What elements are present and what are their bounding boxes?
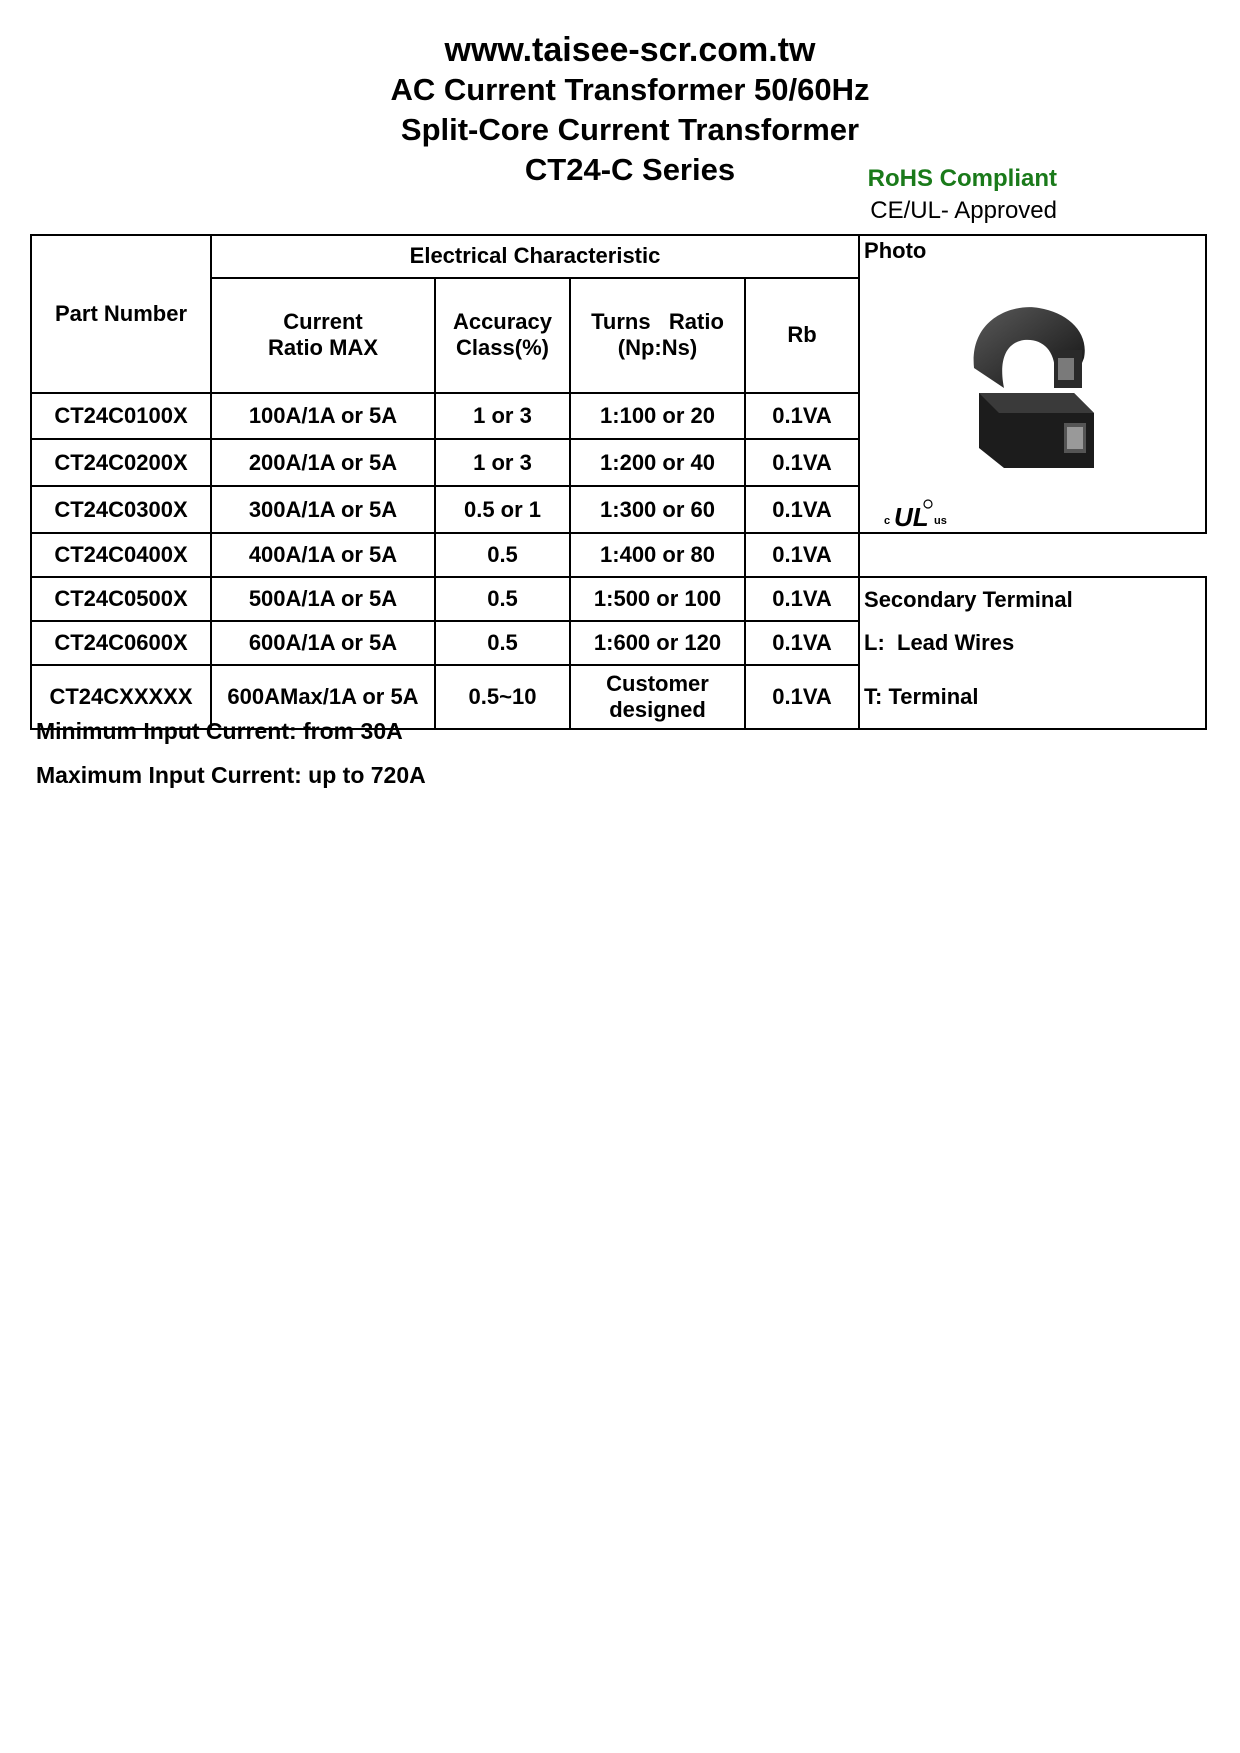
secondary-terminal-title: Secondary Terminal: [859, 577, 1206, 621]
svg-text:us: us: [934, 515, 947, 527]
turns-cell: 1:100 or 20: [570, 393, 745, 440]
spec-table: [30, 234, 1207, 730]
rb-cell: 0.1VA: [745, 393, 859, 440]
photo-cell: [859, 235, 1206, 533]
accuracy-cell: 1 or 3: [435, 439, 570, 486]
turns-cell: 1:300 or 60: [570, 486, 745, 533]
header-rb: Rb: [745, 278, 859, 393]
ul-listing-icon: [884, 496, 954, 530]
table-row: [31, 621, 1206, 665]
current-cell: 100A/1A or 5A: [211, 393, 435, 440]
rb-cell: 0.1VA: [745, 621, 859, 665]
maximum-input-current: Maximum Input Current: up to 720A: [36, 762, 426, 788]
accuracy-cell: 0.5: [435, 621, 570, 665]
title-line-2: Split-Core Current Transformer: [400, 112, 860, 147]
turns-cell: Customer designed: [570, 665, 745, 729]
turns-cell: 1:200 or 40: [570, 439, 745, 486]
rohs-badge: RoHS Compliant: [867, 165, 1057, 192]
current-cell: 400A/1A or 5A: [211, 533, 435, 577]
part-number-cell: CT24C0600X: [31, 621, 211, 665]
table-row: [31, 533, 1206, 577]
table-row: [31, 577, 1206, 621]
title-line-1: AC Current Transformer 50/60Hz: [390, 72, 870, 107]
part-number-cell: CT24C0400X: [31, 533, 211, 577]
product-photo: [954, 298, 1104, 478]
rb-cell: 0.1VA: [745, 439, 859, 486]
header-current-ratio: Current Ratio MAX: [211, 278, 435, 393]
part-number-cell: CT24C0100X: [31, 393, 211, 440]
photo-label: Photo: [864, 238, 927, 263]
part-number-cell: CT24CXXXXX: [31, 665, 211, 729]
website-url: www.taisee-scr.com.tw: [444, 31, 816, 69]
accuracy-cell: 0.5: [435, 577, 570, 621]
terminal-lead-wires: L: Lead Wires: [859, 621, 1206, 665]
input-current-notes: [36, 718, 426, 806]
current-cell: 200A/1A or 5A: [211, 439, 435, 486]
header-part-number: Part Number: [31, 235, 211, 393]
rb-cell: 0.1VA: [745, 665, 859, 729]
current-cell: 600A/1A or 5A: [211, 621, 435, 665]
header-accuracy: Accuracy Class(%): [435, 278, 570, 393]
turns-cell: 1:600 or 120: [570, 621, 745, 665]
rb-cell: 0.1VA: [745, 577, 859, 621]
part-number-cell: CT24C0500X: [31, 577, 211, 621]
turns-cell: 1:400 or 80: [570, 533, 745, 577]
svg-text:c: c: [884, 515, 891, 527]
current-cell: 300A/1A or 5A: [211, 486, 435, 533]
accuracy-cell: 1 or 3: [435, 393, 570, 440]
accuracy-cell: 0.5 or 1: [435, 486, 570, 533]
minimum-input-current: Minimum Input Current: from 30A: [36, 718, 403, 744]
part-number-cell: CT24C0300X: [31, 486, 211, 533]
current-cell: 600AMax/1A or 5A: [211, 665, 435, 729]
header-turns-ratio: Turns Ratio (Np:Ns): [570, 278, 745, 393]
svg-text:UL: UL: [894, 502, 929, 530]
ce-ul-badge: CE/UL- Approved: [870, 197, 1057, 224]
part-number-cell: CT24C0200X: [31, 439, 211, 486]
turns-cell: 1:500 or 100: [570, 577, 745, 621]
rb-cell: 0.1VA: [745, 486, 859, 533]
series-title: CT24-C Series: [524, 152, 736, 187]
accuracy-cell: 0.5~10: [435, 665, 570, 729]
current-cell: 500A/1A or 5A: [211, 577, 435, 621]
header-electrical: Electrical Characteristic: [211, 235, 859, 278]
rb-cell: 0.1VA: [745, 533, 859, 577]
accuracy-cell: 0.5: [435, 533, 570, 577]
terminal-terminal: T: Terminal: [859, 665, 1206, 729]
